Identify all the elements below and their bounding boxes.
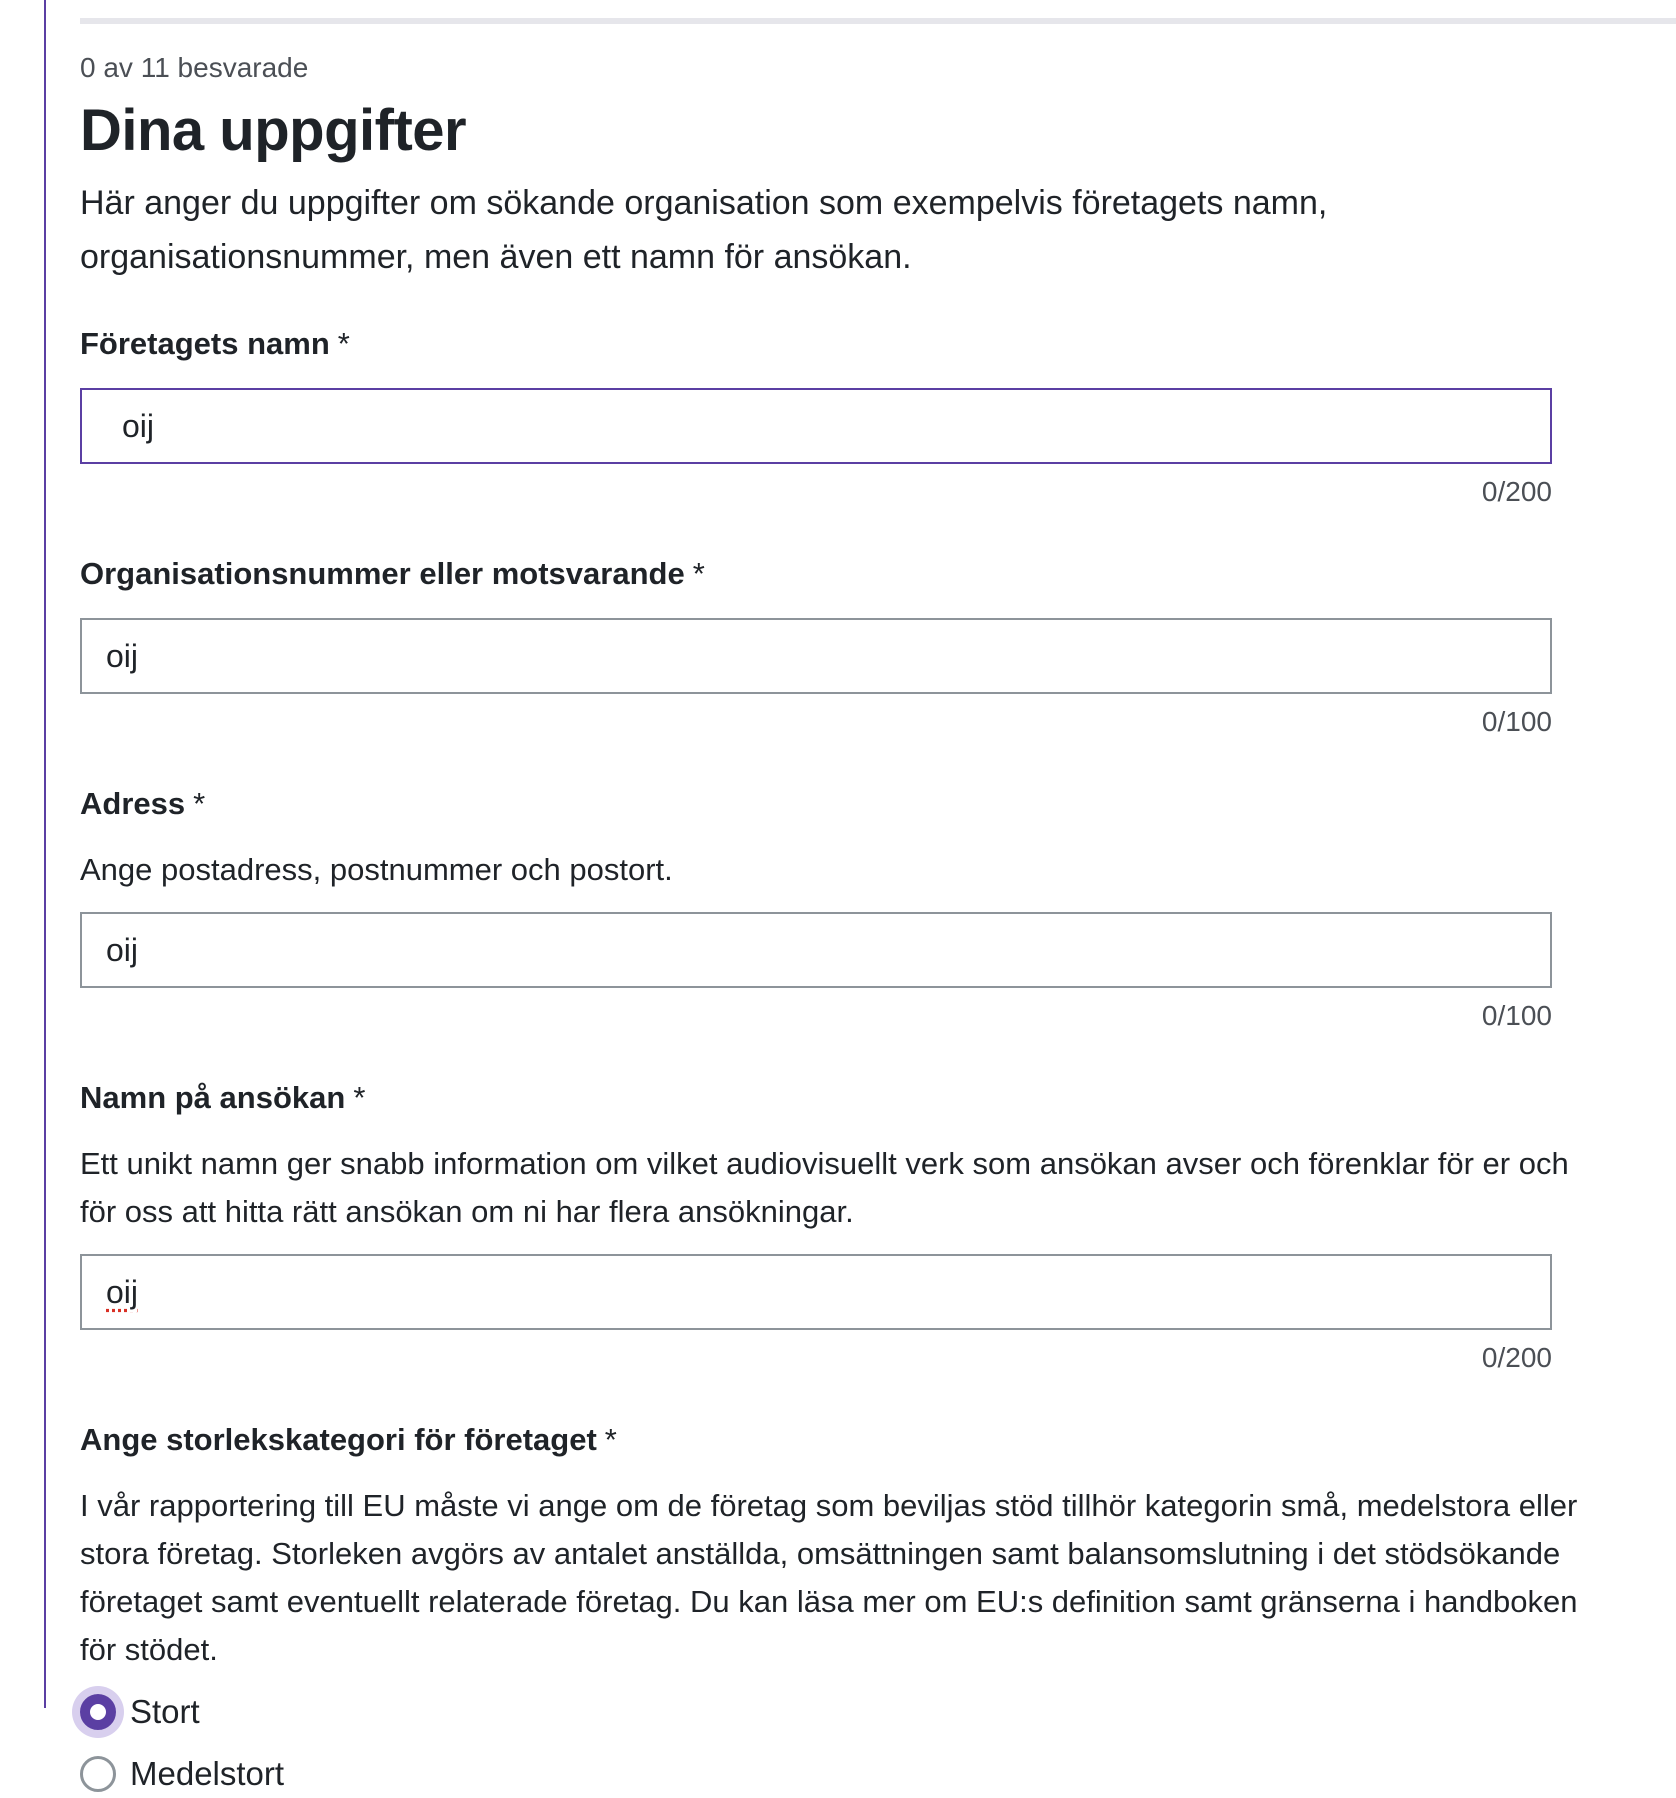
page-title: Dina uppgifter xyxy=(80,98,467,163)
address-input[interactable] xyxy=(80,912,1552,988)
field-label xyxy=(80,324,1640,364)
input-value-text: oij xyxy=(106,1274,139,1310)
field-label-text: Företagets namn xyxy=(80,326,330,361)
character-counter: 0/200 xyxy=(1481,476,1552,507)
radio-option-stort[interactable] xyxy=(80,1688,1640,1736)
field-label-text: Organisationsnummer eller motsvarande xyxy=(80,556,685,591)
required-mark: * xyxy=(337,326,350,361)
required-mark: * xyxy=(604,1422,617,1457)
required-mark: * xyxy=(193,786,206,821)
character-counter: 0/200 xyxy=(1481,1342,1552,1373)
field-application-name xyxy=(80,1078,1640,1376)
field-size-category xyxy=(80,1420,1640,1798)
org-number-input[interactable] xyxy=(80,618,1552,694)
character-counter: 0/100 xyxy=(1481,706,1552,737)
field-help-text: Ange postadress, postnummer och postort. xyxy=(80,852,673,887)
field-label xyxy=(80,784,1640,824)
field-help-text: Ett unikt namn ger snabb information om vilket audiovisuellt verk som ansökan avser och förenklar för er och för oss att hitta rätt ansökan om ni har flera ansökningar. xyxy=(80,1146,1569,1229)
radio-option-label[interactable]: Stort xyxy=(130,1693,200,1730)
field-label-text: Namn på ansökan xyxy=(80,1080,346,1115)
field-label-text: Ange storlekskategori för företaget xyxy=(80,1422,597,1457)
required-mark: * xyxy=(692,556,705,591)
field-label xyxy=(80,554,1640,594)
character-counter: 0/100 xyxy=(1481,1000,1552,1031)
required-mark: * xyxy=(353,1080,366,1115)
radio-button-selected[interactable] xyxy=(80,1694,116,1730)
form-section xyxy=(80,48,1640,1798)
left-accent-rule xyxy=(44,0,46,1708)
application-name-input[interactable] xyxy=(80,1254,1552,1330)
radio-option-medelstort[interactable] xyxy=(80,1750,1640,1798)
field-label xyxy=(80,1078,1640,1118)
field-help-text: I vår rapportering till EU måste vi ange om de företag som beviljas stöd tillhör kategorin små, medelstora eller stora företag. Storleken avgörs av antalet anställda, omsättningen samt balansomslutning i det stödsökande företaget samt eventuellt relaterade företag. Du kan läsa mer om EU:s definition samt gränserna i handboken för stödet. xyxy=(80,1488,1578,1667)
field-address xyxy=(80,784,1640,1034)
page-intro: Här anger du uppgifter om sökande organisation som exempelvis företagets namn, organisationsnummer, men även ett namn för ansökan. xyxy=(80,184,1328,276)
radio-option-label[interactable]: Medelstort xyxy=(130,1755,285,1792)
radio-button[interactable] xyxy=(80,1756,116,1792)
company-name-input[interactable] xyxy=(80,388,1552,464)
field-label-text: Adress xyxy=(80,786,186,821)
progress-bar xyxy=(80,18,1676,24)
answered-counter: 0 av 11 besvarade xyxy=(80,52,309,83)
field-org-number xyxy=(80,554,1640,740)
field-label xyxy=(80,1420,1640,1460)
field-company-name xyxy=(80,324,1640,510)
